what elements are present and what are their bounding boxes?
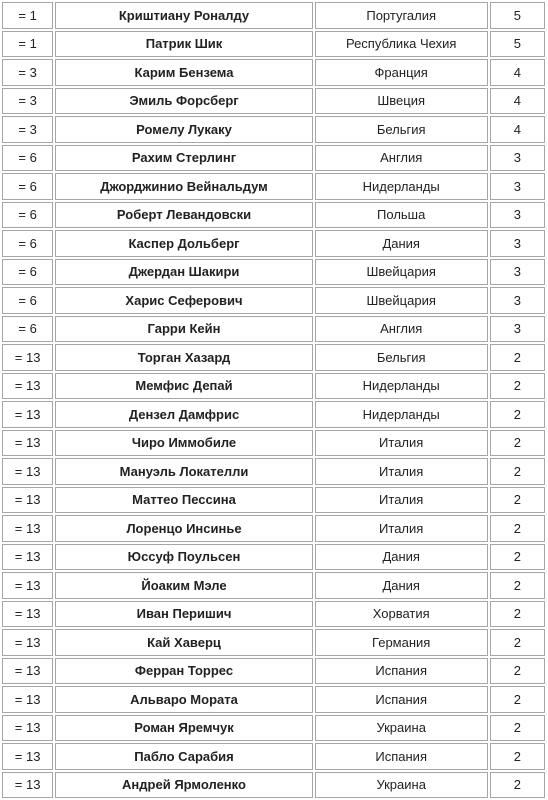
rank-cell: = 6 — [2, 230, 53, 257]
player-name-cell: Гарри Кейн — [55, 316, 312, 343]
scorers-table-body — [2, 2, 545, 798]
table-row — [2, 173, 545, 200]
rank-cell: = 6 — [2, 259, 53, 286]
goals-cell: 2 — [490, 772, 545, 799]
player-name-cell: Криштиану Роналду — [55, 2, 312, 29]
player-name-cell: Карим Бензема — [55, 59, 312, 86]
table-row — [2, 230, 545, 257]
rank-cell: = 13 — [2, 686, 53, 713]
table-row — [2, 344, 545, 371]
rank-cell: = 1 — [2, 2, 53, 29]
rank-cell: = 13 — [2, 344, 53, 371]
table-row — [2, 259, 545, 286]
goals-cell: 2 — [490, 458, 545, 485]
player-name-cell: Пабло Сарабия — [55, 743, 312, 770]
rank-cell: = 13 — [2, 401, 53, 428]
country-cell: Франция — [315, 59, 488, 86]
player-name-cell: Чиро Иммобиле — [55, 430, 312, 457]
country-cell: Швейцария — [315, 287, 488, 314]
country-cell: Швейцария — [315, 259, 488, 286]
goals-cell: 2 — [490, 373, 545, 400]
country-cell: Швеция — [315, 88, 488, 115]
goals-cell: 2 — [490, 515, 545, 542]
table-row — [2, 743, 545, 770]
table-row — [2, 202, 545, 229]
rank-cell: = 6 — [2, 202, 53, 229]
table-row — [2, 316, 545, 343]
table-row — [2, 458, 545, 485]
player-name-cell: Эмиль Форсберг — [55, 88, 312, 115]
rank-cell: = 13 — [2, 572, 53, 599]
rank-cell: = 13 — [2, 373, 53, 400]
country-cell: Дания — [315, 544, 488, 571]
table-row — [2, 715, 545, 742]
country-cell: Хорватия — [315, 601, 488, 628]
country-cell: Нидерланды — [315, 373, 488, 400]
player-name-cell: Дензел Дамфрис — [55, 401, 312, 428]
country-cell: Испания — [315, 686, 488, 713]
player-name-cell: Рахим Стерлинг — [55, 145, 312, 172]
country-cell: Бельгия — [315, 344, 488, 371]
player-name-cell: Кай Хаверц — [55, 629, 312, 656]
table-row — [2, 88, 545, 115]
player-name-cell: Харис Сеферович — [55, 287, 312, 314]
rank-cell: = 13 — [2, 430, 53, 457]
rank-cell: = 1 — [2, 31, 53, 58]
goals-cell: 3 — [490, 230, 545, 257]
goals-cell: 2 — [490, 344, 545, 371]
goals-cell: 2 — [490, 715, 545, 742]
rank-cell: = 6 — [2, 145, 53, 172]
table-row — [2, 31, 545, 58]
goals-cell: 2 — [490, 629, 545, 656]
country-cell: Испания — [315, 743, 488, 770]
country-cell: Украина — [315, 772, 488, 799]
rank-cell: = 3 — [2, 88, 53, 115]
table-row — [2, 373, 545, 400]
player-name-cell: Мануэль Локателли — [55, 458, 312, 485]
player-name-cell: Иван Перишич — [55, 601, 312, 628]
goals-cell: 3 — [490, 259, 545, 286]
table-row — [2, 2, 545, 29]
table-row — [2, 401, 545, 428]
country-cell: Италия — [315, 458, 488, 485]
rank-cell: = 3 — [2, 59, 53, 86]
country-cell: Нидерланды — [315, 401, 488, 428]
rank-cell: = 6 — [2, 173, 53, 200]
goals-cell: 5 — [490, 2, 545, 29]
player-name-cell: Андрей Ярмоленко — [55, 772, 312, 799]
goals-cell: 2 — [490, 572, 545, 599]
table-row — [2, 487, 545, 514]
country-cell: Италия — [315, 515, 488, 542]
country-cell: Украина — [315, 715, 488, 742]
goals-cell: 2 — [490, 401, 545, 428]
player-name-cell: Каспер Дольберг — [55, 230, 312, 257]
rank-cell: = 13 — [2, 544, 53, 571]
goals-cell: 3 — [490, 173, 545, 200]
country-cell: Германия — [315, 629, 488, 656]
country-cell: Англия — [315, 145, 488, 172]
player-name-cell: Джердан Шакири — [55, 259, 312, 286]
player-name-cell: Ромелу Лукаку — [55, 116, 312, 143]
player-name-cell: Лоренцо Инсинье — [55, 515, 312, 542]
goals-cell: 3 — [490, 145, 545, 172]
country-cell: Англия — [315, 316, 488, 343]
rank-cell: = 3 — [2, 116, 53, 143]
player-name-cell: Роберт Левандовски — [55, 202, 312, 229]
goals-cell: 2 — [490, 743, 545, 770]
rank-cell: = 13 — [2, 715, 53, 742]
country-cell: Бельгия — [315, 116, 488, 143]
rank-cell: = 13 — [2, 658, 53, 685]
rank-cell: = 13 — [2, 629, 53, 656]
table-row — [2, 515, 545, 542]
player-name-cell: Мемфис Депай — [55, 373, 312, 400]
goals-cell: 2 — [490, 487, 545, 514]
goals-cell: 4 — [490, 116, 545, 143]
country-cell: Италия — [315, 430, 488, 457]
goals-cell: 4 — [490, 59, 545, 86]
rank-cell: = 6 — [2, 287, 53, 314]
table-row — [2, 772, 545, 799]
table-row — [2, 430, 545, 457]
player-name-cell: Юссуф Поульсен — [55, 544, 312, 571]
country-cell: Дания — [315, 572, 488, 599]
player-name-cell: Торган Хазард — [55, 344, 312, 371]
country-cell: Португалия — [315, 2, 488, 29]
country-cell: Италия — [315, 487, 488, 514]
country-cell: Республика Чехия — [315, 31, 488, 58]
country-cell: Дания — [315, 230, 488, 257]
goals-cell: 2 — [490, 544, 545, 571]
rank-cell: = 13 — [2, 772, 53, 799]
table-row — [2, 287, 545, 314]
goals-cell: 2 — [490, 658, 545, 685]
table-row — [2, 629, 545, 656]
goals-cell: 3 — [490, 287, 545, 314]
player-name-cell: Джорджинио Вейнальдум — [55, 173, 312, 200]
table-row — [2, 116, 545, 143]
table-row — [2, 686, 545, 713]
goals-cell: 2 — [490, 601, 545, 628]
country-cell: Испания — [315, 658, 488, 685]
table-row — [2, 544, 545, 571]
goals-cell: 2 — [490, 686, 545, 713]
table-row — [2, 572, 545, 599]
table-row — [2, 145, 545, 172]
country-cell: Нидерланды — [315, 173, 488, 200]
player-name-cell: Ферран Торрес — [55, 658, 312, 685]
goals-cell: 3 — [490, 202, 545, 229]
table-row — [2, 59, 545, 86]
goals-cell: 5 — [490, 31, 545, 58]
player-name-cell: Альваро Мората — [55, 686, 312, 713]
rank-cell: = 13 — [2, 601, 53, 628]
rank-cell: = 13 — [2, 743, 53, 770]
rank-cell: = 6 — [2, 316, 53, 343]
rank-cell: = 13 — [2, 515, 53, 542]
player-name-cell: Маттео Пессина — [55, 487, 312, 514]
goals-cell: 3 — [490, 316, 545, 343]
goals-cell: 2 — [490, 430, 545, 457]
table-row — [2, 658, 545, 685]
rank-cell: = 13 — [2, 458, 53, 485]
country-cell: Польша — [315, 202, 488, 229]
table-row — [2, 601, 545, 628]
player-name-cell: Патрик Шик — [55, 31, 312, 58]
player-name-cell: Роман Яремчук — [55, 715, 312, 742]
player-name-cell: Йоаким Мэле — [55, 572, 312, 599]
rank-cell: = 13 — [2, 487, 53, 514]
goals-cell: 4 — [490, 88, 545, 115]
